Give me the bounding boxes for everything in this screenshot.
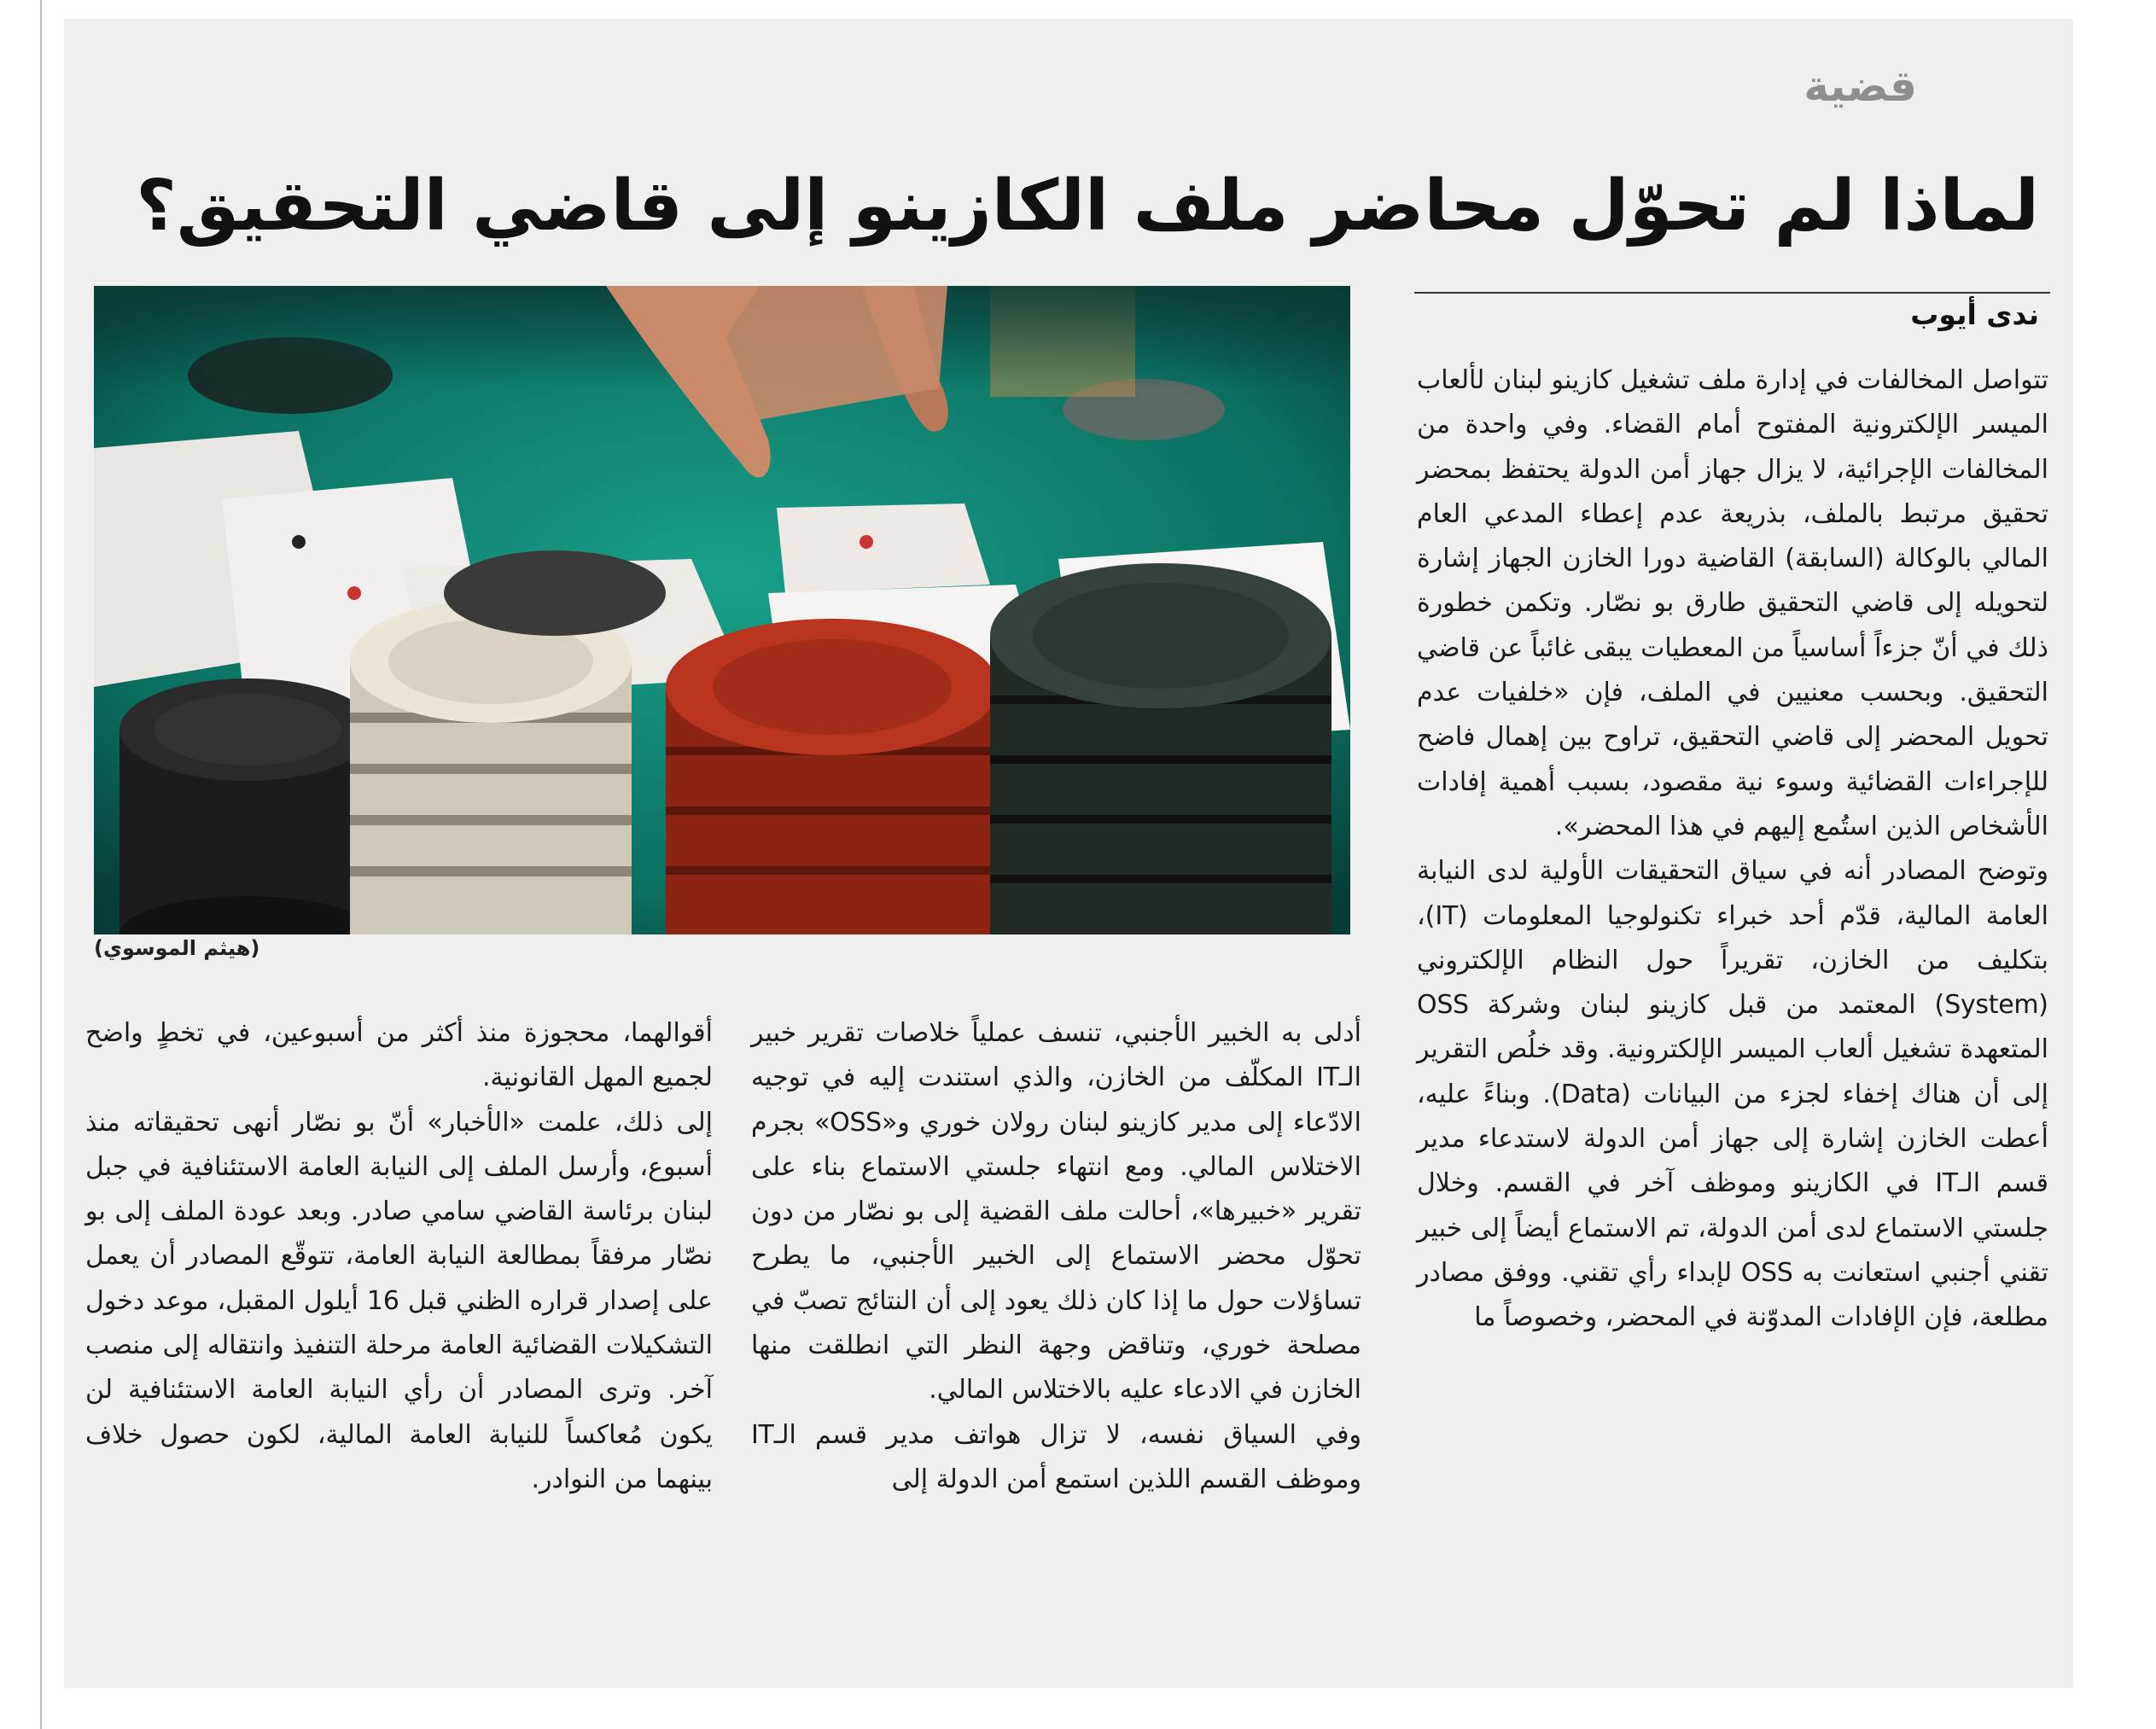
article-column-right — [1417, 358, 2048, 1664]
casino-photo-illustration — [94, 286, 1350, 934]
red-chip-stack — [666, 619, 999, 934]
paragraph: إلى ذلك، علمت «الأخبار» أنّ بو نصّار أنهى تحقيقاته منذ أسبوع، وأرسل الملف إلى النيابة العامة الاستئنافية في جبل لبنان برئاسة القاضي سامي صادر. وبعد عودة الملف إلى بو نصّار مرفقاً بمطالعة النيابة العامة، تتوقّع المصادر أن يعمل على إصدار قراره الظني قبل 16 أيلول المقبل، موعد دخول التشكيلات القضائية العامة مرحلة التنفيذ وانتقاله إلى منصب آخر. وترى المصادر أن رأي النيابة العامة الاستئنافية لن يكون مُعاكساً للنيابة العامة المالية، لكون حصول خلاف بينهما من النوادر. — [85, 1107, 714, 1494]
grey-chip-stack-back — [444, 550, 666, 636]
page-edge-rule — [40, 0, 42, 1729]
article-column-middle — [751, 1011, 1361, 1643]
headline: لماذا لم تحوّل محاضر ملف الكازينو إلى قاضي التحقيق؟ — [136, 166, 2039, 247]
paragraph: أقوالهما، محجوزة منذ أكثر من أسبوعين، في تخطٍ واضح لجميع المهل القانونية. — [85, 1018, 713, 1093]
byline-divider — [1414, 292, 2050, 294]
paragraph: تتواصل المخالفات في إدارة ملف تشغيل كازينو لبنان لألعاب الميسر الإلكترونية المفتوح أمام القضاء. وفي واحدة من المخالفات الإجرائية، لا يزال جهاز أمن الدولة يحتفظ بمحضر تحقيق مرتبط بالملف، بذريعة عدم إعطاء المدعي العام المالي بالوكالة (السابقة) القاضية دورا الخازن الجهاز إشارة لتحويله إلى قاضي التحقيق طارق بو نصّار. وتكمن خطورة ذلك في أنّ جزءاً أساسياً من المعطيات يبقى غائباً عن قاضي التحقيق. وبحسب معنيين في الملف، فإن «خلفيات عدم تحويل المحضر إلى قاضي التحقيق، تراوح بين إهمال فاضح للإجراءات القضائية وسوء نية مقصود، بسبب أهمية إفادات الأشخاص الذين استُمع إليهم في هذا المحضر». — [1417, 365, 2048, 841]
photo-credit: (هيثم الموسوي) — [94, 936, 260, 960]
black-chip-stack-left — [119, 678, 376, 934]
article-panel — [64, 19, 2073, 1688]
paragraph: وتوضح المصادر أنه في سياق التحقيقات الأولية لدى النيابة العامة المالية، قدّم أحد خبراء تكنولوجيا المعلومات (IT)، بتكليف من الخازن، تقريراً حول النظام الإلكتروني (System) المعتمد من قبل كازينو لبنان وشركة OSS المتعهدة تشغيل ألعاب الميسر الإلكترونية. وقد خلُص التقرير إلى أن هناك إخفاء لجزء من البيانات (Data). وبناءً عليه، أعطت الخازن إشارة إلى جهاز أمن الدولة لاستدعاء مدير قسم الـIT في الكازينو وموظف آخر في القسم. وخلال جلستي الاستماع لدى أمن الدولة، تم الاستماع أيضاً إلى خبير تقني أجنبي استعانت به OSS لإبداء رأي تقني. ووفق مصادر مطلعة، فإن الإفادات المدوّنة في المحضر، وخصوصاً ما — [1417, 856, 2049, 1333]
paragraph: أدلى به الخبير الأجنبي، تنسف عملياً خلاصات تقرير خبير الـIT المكلّف من الخازن، والذي استندت إليه في توجيه الادّعاء إلى مدير كازينو لبنان رولان خوري و«OSS» بجرم الاختلاس المالي. ومع انتهاء جلستي الاستماع بناء على تقرير «خبيرها»، أحالت ملف القضية إلى بو نصّار من دون تحوّل محضر الاستماع إلى الخبير الأجنبي، ما يطرح تساؤلات حول ما إذا كان ذلك يعود إلى أن النتائج تصبّ في مصلحة خوري، وتناقض وجهة النظر التي انطلقت منها الخازن في الادعاء عليه بالاختلاس المالي. — [751, 1018, 1361, 1406]
byline: ندى أيوب — [1910, 298, 2039, 331]
article-column-left — [85, 1011, 713, 1643]
cream-chip-stack — [350, 600, 632, 934]
section-label: قضية — [1803, 61, 1917, 111]
green-chip-stack — [990, 563, 1331, 934]
paragraph: وفي السياق نفسه، لا تزال هواتف مدير قسم الـIT وموظف القسم اللذين استمع أمن الدولة إلى — [751, 1419, 1361, 1494]
casino-photo — [94, 286, 1350, 934]
